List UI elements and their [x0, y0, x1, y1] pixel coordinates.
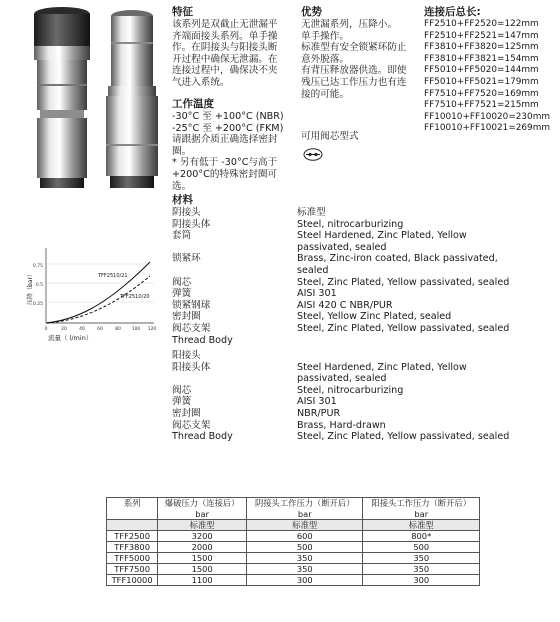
length-row: FF10010+FF10020=230mm [424, 111, 550, 122]
table-cell: 500 [247, 541, 363, 552]
material-row [172, 408, 512, 420]
x-tick-label: 0 [44, 327, 48, 332]
table-cell: 1100 [158, 574, 247, 585]
material-row [172, 219, 512, 231]
material-part: 锁紧环 [172, 253, 201, 265]
temperature-line: 选。 [172, 180, 192, 192]
material-part: 密封圈 [172, 407, 201, 419]
table-unit [107, 509, 158, 520]
material-spec: 标准型 [297, 207, 326, 218]
curve-label-tff2510-20: TFF2510/20 [120, 294, 150, 300]
table-std: 标准型 [158, 519, 247, 530]
graph-x-label: 流量（ l/min） [48, 334, 93, 342]
table-cell: 1500 [158, 563, 247, 574]
material-part: 阀芯支架 [172, 322, 211, 334]
table-unit: bar [247, 509, 363, 520]
length-row: FF2510+FF2520=122mm [424, 19, 539, 29]
temperature-line: -25°C 至 +200°C (FKM) [172, 122, 284, 134]
table-std: 标准型 [363, 519, 480, 530]
lengths-title: 连接后总长: [424, 6, 481, 18]
feature-line: 气进入系统。 [172, 76, 230, 88]
feature-line: 齐端面接头系列。单手操 [172, 30, 278, 42]
table-cell: 350 [247, 563, 363, 574]
table-unit: bar [363, 509, 480, 520]
table-cell: TFF7500 [107, 563, 158, 574]
table-cell: TFF3800 [107, 541, 158, 552]
table-header: 阴接头工作压力（断开后） [247, 498, 363, 509]
graph-y-label: 压降（bar） [27, 271, 34, 305]
material-row [172, 431, 512, 443]
materials-male-section [172, 350, 512, 443]
feature-line: 该系列是双截止无泄漏平 [172, 19, 278, 30]
table-unit-row [107, 509, 480, 520]
x-tick-label: 40 [79, 327, 85, 332]
advantage-line: 接的可能。 [301, 88, 349, 100]
table-cell: 2000 [158, 541, 247, 552]
table-cell: 500 [363, 541, 480, 552]
table-std [107, 519, 158, 530]
material-spec: Steel, Zinc Plated, Yellow passivated, sealed [297, 276, 510, 288]
table-cell: 800* [363, 530, 480, 541]
temperature-line: -30°C 至 +100°C (NBR) [172, 111, 284, 122]
material-part: 阳接头体 [172, 361, 211, 373]
valve-type-label: 可用阀芯型式 [301, 131, 359, 142]
temperature-line: 圈。 [172, 145, 192, 157]
material-row [172, 300, 512, 312]
table-unit: bar [158, 509, 247, 520]
material-spec [297, 350, 512, 362]
advantage-line: 有背压释放器供选。即使 [301, 65, 407, 77]
table-row [107, 530, 480, 541]
material-part: 弹簧 [172, 288, 192, 300]
material-part: 阴接头 [172, 207, 201, 218]
material-row [172, 323, 512, 335]
material-spec: Brass, Zinc-iron coated, Black passivated, sealed [297, 253, 498, 276]
material-row [172, 420, 512, 432]
temperature-line: * 另有低于 -30°C与高于 [172, 157, 278, 169]
table-header: 阳接头工作压力（断开后） [363, 498, 480, 509]
table-header-row [107, 498, 480, 509]
advantage-section [301, 6, 419, 100]
x-tick-label: 20 [61, 327, 67, 332]
temperature-line: +200°C的特殊密封圈可 [172, 168, 278, 180]
material-part: 阀芯 [172, 384, 192, 396]
x-tick-label: 100 [131, 327, 141, 332]
advantage-line: 无泄漏系列，压降小。 [301, 19, 397, 30]
feature-title: 特征 [172, 6, 193, 18]
material-spec: Brass, Hard-drawn [297, 419, 386, 431]
material-part: 密封圈 [172, 311, 201, 323]
pressure-spec-table [106, 497, 480, 586]
material-part: 阴接头体 [172, 218, 211, 230]
material-part: Thread Body [172, 431, 233, 443]
table-row [107, 563, 480, 574]
table-cell: 350 [363, 552, 480, 563]
table-cell: 300 [363, 574, 480, 585]
material-part: 阀芯 [172, 276, 192, 288]
x-tick-label: 60 [97, 327, 103, 332]
material-row [172, 207, 512, 219]
material-part: 锁紧钢球 [172, 299, 211, 311]
material-part: Thread Body [172, 334, 233, 346]
curve-label-tff2510-21: TFF2510/21 [98, 273, 128, 279]
feature-section [172, 6, 297, 89]
temperature-section [172, 98, 297, 192]
y-tick-label: 0.5 [35, 283, 43, 288]
length-row: FF5010+FF5020=144mm [424, 65, 539, 76]
length-row: FF3810+FF3820=125mm [424, 42, 539, 53]
table-std: 标准型 [247, 519, 363, 530]
material-spec: AISI 301 [297, 288, 337, 300]
length-row: FF7510+FF7521=215mm [424, 100, 539, 111]
advantage-line: 单手操作。 [301, 30, 349, 42]
table-header: 系列 [107, 498, 158, 509]
table-cell: TFF5000 [107, 552, 158, 563]
table-cell: 3200 [158, 530, 247, 541]
material-spec: AISI 301 [297, 396, 337, 408]
length-row: FF3810+FF3821=154mm [424, 53, 539, 64]
material-row [172, 253, 512, 276]
table-cell: 350 [247, 552, 363, 563]
advantage-line: 残压已达工作压力也有连 [301, 76, 407, 88]
length-row: FF5010+FF5021=179mm [424, 76, 539, 87]
material-row [172, 385, 512, 397]
material-spec: Steel, Zinc Plated, Yellow passivated, sealed [297, 431, 510, 443]
table-cell: 600 [247, 530, 363, 541]
pressure-drop-graph [4, 240, 164, 348]
material-spec: Steel Hardened, Zinc Plated, Yellow passivated, sealed [297, 361, 467, 385]
material-row [172, 288, 512, 300]
coupling-product-photo [28, 4, 164, 192]
table-row [107, 552, 480, 563]
material-row [172, 335, 512, 347]
table-std-row [107, 519, 480, 530]
connected-length-section [424, 6, 556, 135]
material-part: 阀芯支架 [172, 419, 211, 431]
table-row [107, 574, 480, 585]
materials-title: 材料 [172, 194, 193, 206]
material-row [172, 350, 512, 362]
material-spec: Steel, Zinc Plated, Yellow passivated, sealed [297, 322, 510, 334]
advantage-line: 意外脱落。 [301, 53, 349, 65]
material-row [172, 396, 512, 408]
x-tick-label: 80 [115, 327, 121, 332]
table-cell: 300 [247, 574, 363, 585]
material-row [172, 230, 512, 253]
temperature-line: 请跟据介质正确选择密封 [172, 134, 278, 146]
table-cell: 1500 [158, 552, 247, 563]
advantage-title: 优势 [301, 6, 322, 18]
feature-line: 作。在阴接头与阳接头断 [172, 42, 278, 54]
material-spec: AISI 420 C NBR/PUR [297, 299, 393, 311]
temperature-title: 工作温度 [172, 98, 214, 110]
feature-line: 连接过程中，确保决不夹 [172, 65, 278, 77]
length-row: FF7510+FF7520=169mm [424, 88, 539, 99]
advantage-line: 标准型有安全锁紧环防止 [301, 42, 407, 54]
table-cell: 350 [363, 563, 480, 574]
material-spec: Steel Hardened, Zinc Plated, Yellow passivated, sealed [297, 230, 467, 253]
y-tick-label: 0.75 [32, 264, 43, 269]
table-cell: TFF2500 [107, 530, 158, 541]
material-row [172, 311, 512, 323]
material-row [172, 277, 512, 289]
material-spec: Steel, Yellow Zinc Plated, sealed [297, 311, 452, 323]
material-spec: NBR/PUR [297, 407, 341, 419]
material-spec: Steel, nitrocarburizing [297, 218, 404, 230]
male-coupling-image [106, 10, 158, 188]
table-row [107, 541, 480, 552]
material-spec [297, 335, 512, 347]
flush-face-valve-icon [303, 148, 323, 161]
material-row [172, 362, 512, 385]
curve-tff2510-21 [46, 262, 150, 323]
material-part: 弹簧 [172, 396, 192, 408]
x-tick-label: 120 [147, 327, 157, 332]
feature-line: 开过程中确保无泄漏。在 [172, 53, 278, 65]
materials-female-section [172, 194, 512, 346]
material-part: 套筒 [172, 230, 192, 242]
length-row: FF2510+FF2521=147mm [424, 30, 539, 41]
material-spec: Steel, nitrocarburizing [297, 384, 404, 396]
table-header: 爆破压力（连接后） [158, 498, 247, 509]
material-part: 阳接头 [172, 350, 201, 361]
female-coupling-image [34, 7, 90, 188]
length-row: FF10010+FF10021=269mm [424, 123, 550, 134]
y-tick-label: 0.25 [32, 302, 43, 307]
table-cell: TFF10000 [107, 574, 158, 585]
